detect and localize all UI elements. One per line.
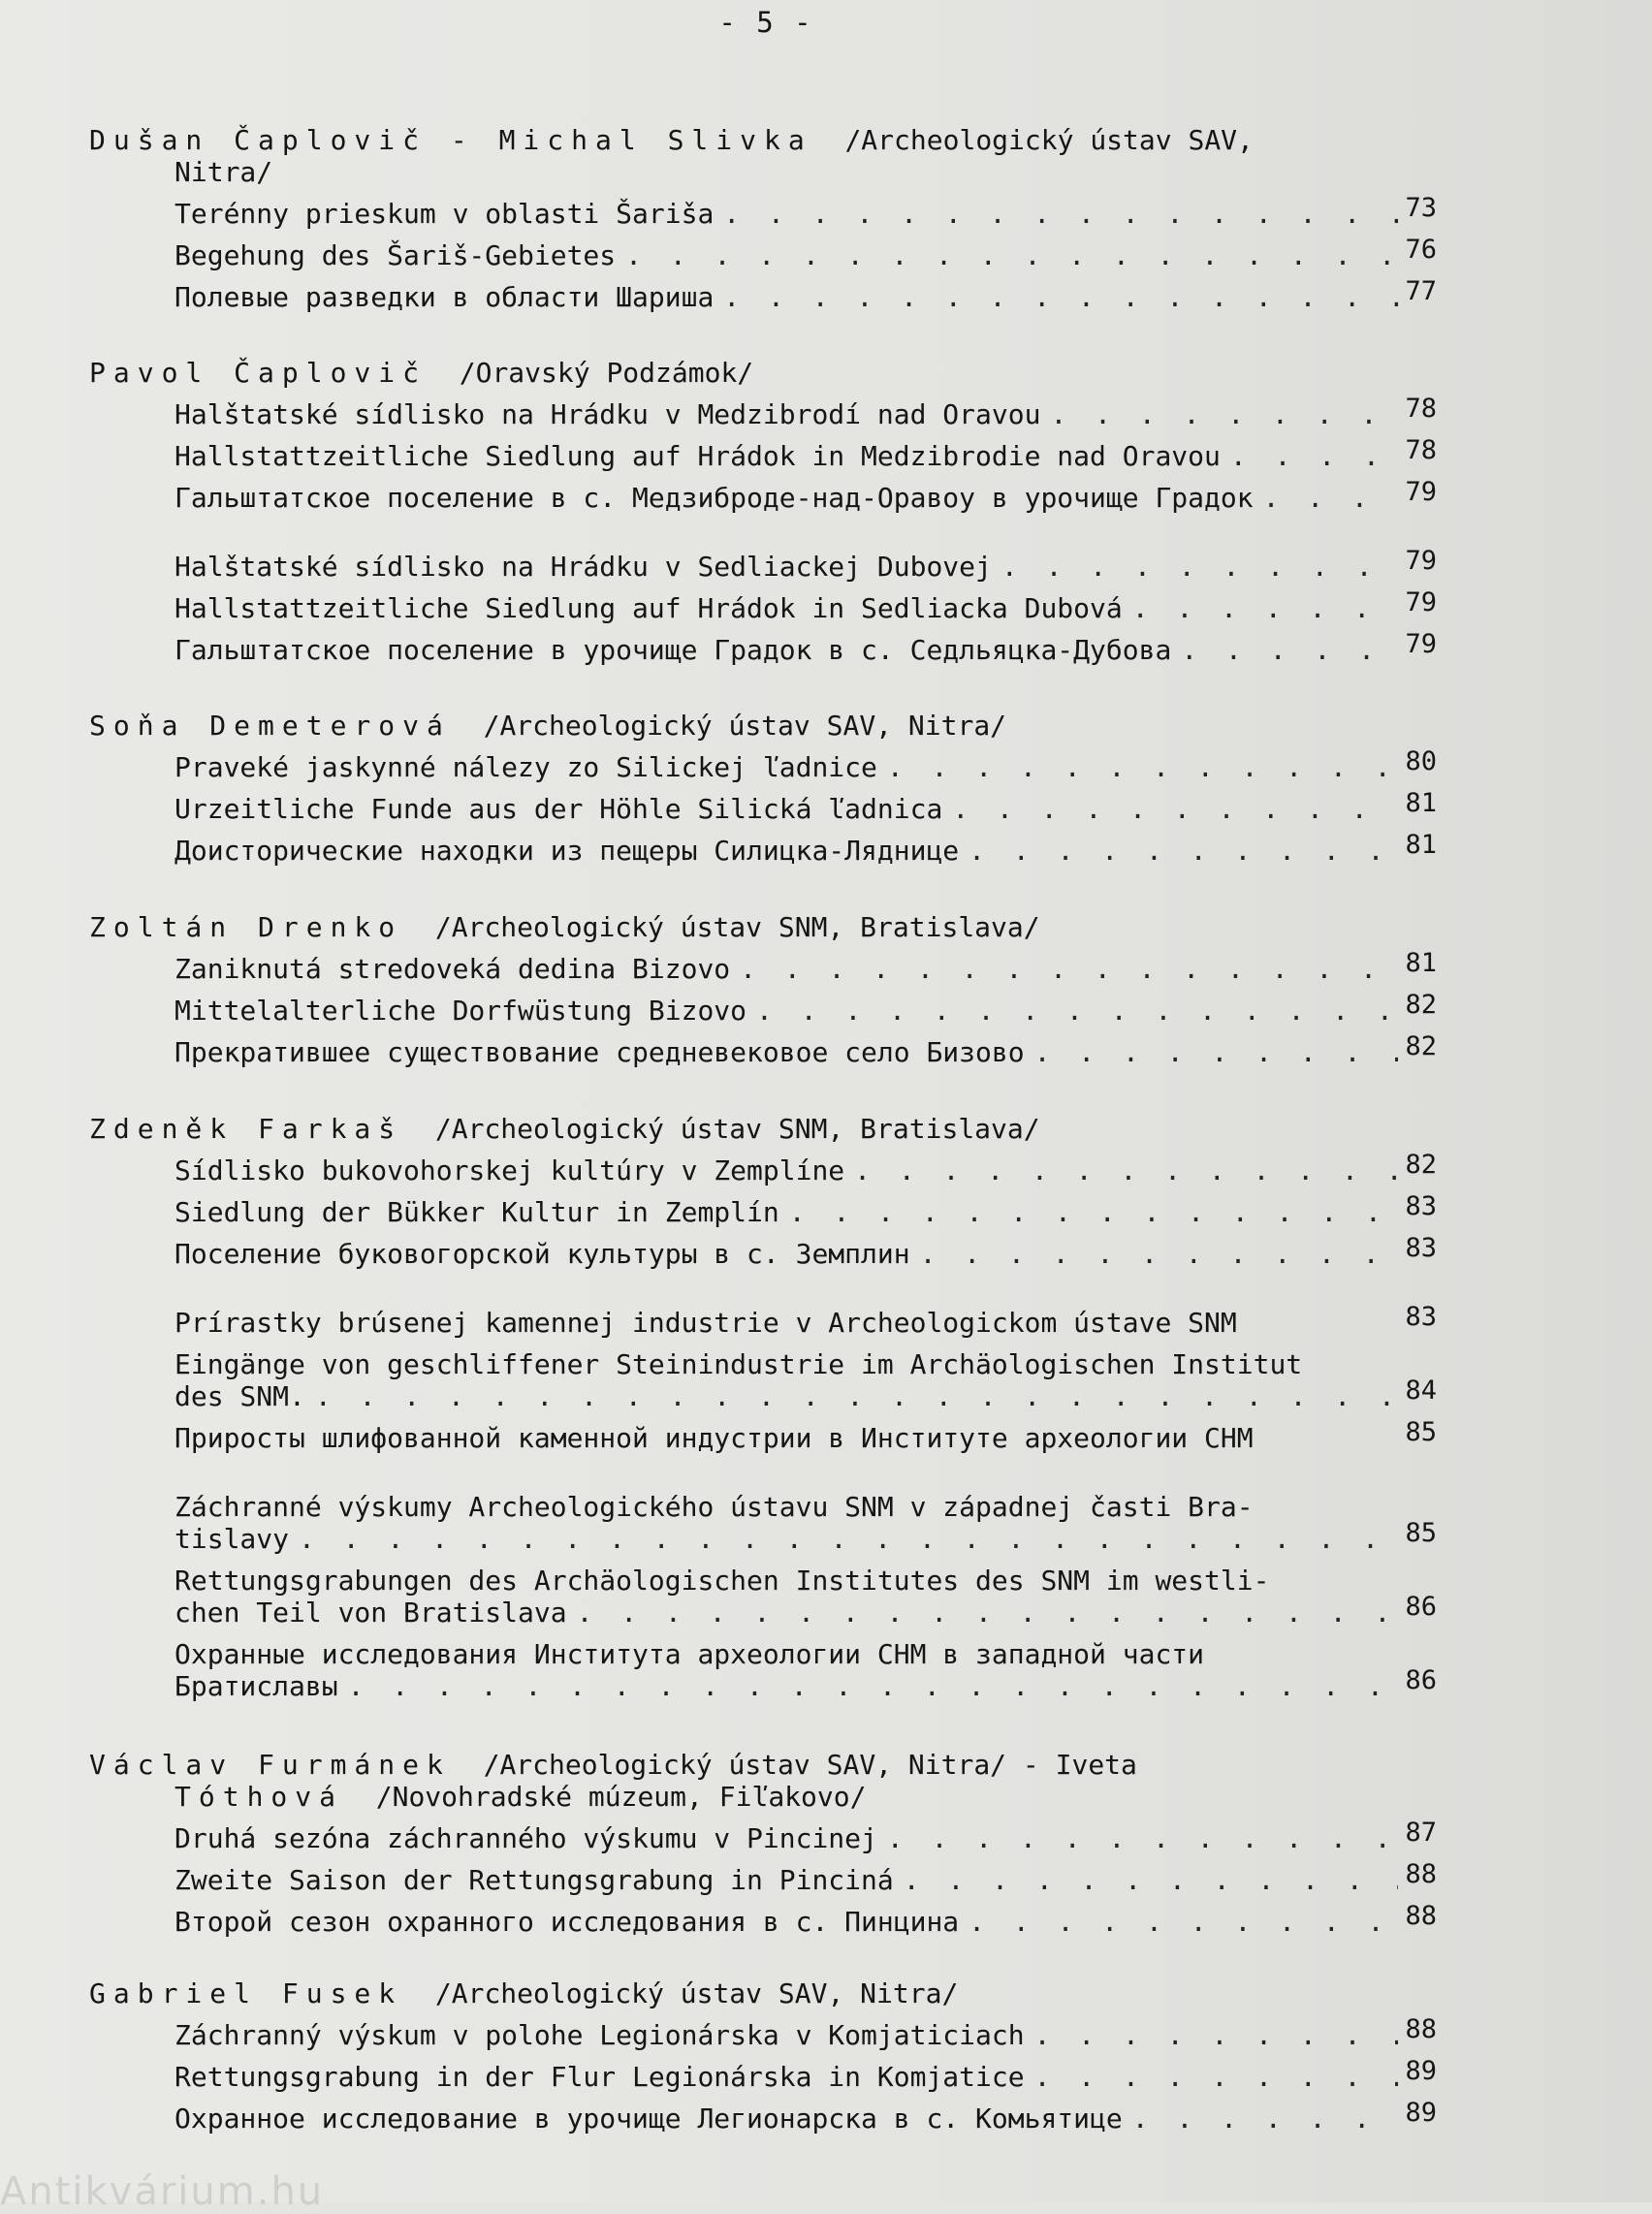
- entry-title: Urzeitliche Funde aus der Höhle Silická ľadnica: [175, 793, 943, 825]
- dot-leader: [1050, 398, 1398, 430]
- entry-page: 73: [1405, 193, 1437, 223]
- toc-entry[interactable]: [89, 1417, 1437, 1454]
- author-name: Zoltán Drenko: [89, 911, 403, 943]
- dot-leader: [887, 751, 1398, 783]
- author-affiliation-2: /Novohradské múzeum, Fiľakovo/: [375, 1781, 867, 1813]
- toc-entry[interactable]: [89, 1565, 1437, 1629]
- entry-page: 84: [1405, 1376, 1437, 1406]
- entry-page: 83: [1405, 1191, 1437, 1221]
- entry-title: Rettungsgrabungen des Archäologischen Institutes des SNM im westli-: [175, 1565, 1270, 1597]
- entry-title: Hallstattzeitliche Siedlung auf Hrádok in Medzibrodie nad Oravou: [175, 440, 1221, 472]
- toc-entry[interactable]: [89, 1638, 1437, 1702]
- toc-section: [89, 1113, 1437, 1702]
- author-name: Gabriel Fusek: [89, 1977, 403, 2009]
- toc-entry[interactable]: [89, 235, 1437, 271]
- author-affiliation: /Archeologický ústav SAV, Nitra/ - Iveta: [483, 1749, 1137, 1781]
- toc-entry[interactable]: [89, 1031, 1437, 1068]
- entry-title: Поселение буковогорской культуры в с. Земплин: [175, 1238, 910, 1270]
- author-affiliation: /Archeologický ústav SAV, Nitra/: [483, 710, 1007, 742]
- dot-leader: [315, 1380, 1398, 1412]
- entry-page: 82: [1405, 990, 1437, 1020]
- entry-title: Druhá sezóna záchranného výskumu v Pincinej: [175, 1822, 877, 1854]
- author-affiliation: /Archeologický ústav SNM, Bratislava/: [434, 911, 1040, 943]
- author-name: Václav Furmánek: [89, 1749, 451, 1781]
- entry-page: 77: [1405, 276, 1437, 306]
- toc-entry[interactable]: [89, 276, 1437, 313]
- toc-entry[interactable]: [89, 193, 1437, 230]
- entry-title: Охранное исследование в урочище Легионарска в с. Комьятице: [175, 2103, 1123, 2135]
- entry-page: 79: [1405, 546, 1437, 576]
- entry-page: 82: [1405, 1150, 1437, 1180]
- toc-entry[interactable]: [89, 1901, 1437, 1938]
- toc-entry[interactable]: [89, 546, 1437, 583]
- dot-leader: [348, 1670, 1398, 1702]
- dot-leader: [1001, 551, 1398, 583]
- entry-page: 88: [1405, 1901, 1437, 1931]
- entry-page: 81: [1405, 948, 1437, 978]
- entry-page: 89: [1405, 2098, 1437, 2128]
- dot-leader: [969, 835, 1398, 867]
- toc-section: [89, 357, 1437, 666]
- dot-leader: [625, 239, 1398, 271]
- toc-section: [89, 1749, 1437, 1938]
- toc-entry[interactable]: [89, 629, 1437, 666]
- entry-page: 79: [1405, 587, 1437, 617]
- page-number: - 5 -: [718, 6, 813, 39]
- dot-leader: [1034, 2019, 1398, 2051]
- entry-title: Охранные исследования Института археологии СНМ в западной части: [175, 1638, 1205, 1670]
- entry-page: 79: [1405, 629, 1437, 659]
- toc-entry[interactable]: [89, 587, 1437, 624]
- toc-entry[interactable]: [89, 477, 1437, 514]
- toc-entry[interactable]: [89, 1150, 1437, 1186]
- dot-leader: [887, 1822, 1398, 1854]
- dot-leader: [299, 1523, 1398, 1555]
- entry-page: 83: [1405, 1302, 1437, 1332]
- entry-title: Приросты шлифованной каменной индустрии в Институте археологии СНМ: [175, 1422, 1254, 1454]
- author-name: Zdeněk Farkaš: [89, 1113, 403, 1145]
- entry-title-cont: Братиславы: [175, 1670, 338, 1702]
- dot-leader: [952, 793, 1398, 825]
- toc-entry[interactable]: [89, 1859, 1437, 1896]
- dot-leader: [789, 1196, 1398, 1228]
- entry-title: Прекратившее существование средневековое село Бизово: [175, 1036, 1025, 1068]
- entry-title: Begehung des Šariš-Gebietes: [175, 239, 617, 271]
- author-line: [89, 1113, 1437, 1145]
- entry-title-cont: chen Teil von Bratislava: [175, 1597, 567, 1629]
- dot-leader: [920, 1238, 1398, 1270]
- toc-entry[interactable]: [89, 2056, 1437, 2093]
- entry-page: 83: [1405, 1233, 1437, 1263]
- toc-entry[interactable]: [89, 1191, 1437, 1228]
- entry-page: 80: [1405, 746, 1437, 776]
- toc-entry[interactable]: [89, 788, 1437, 825]
- entry-title: Halštatské sídlisko na Hrádku v Medzibrodí nad Oravou: [175, 398, 1041, 430]
- entry-page: 88: [1405, 1859, 1437, 1889]
- entry-page: 78: [1405, 394, 1437, 424]
- entry-title: Siedlung der Bükker Kultur in Zemplín: [175, 1196, 779, 1228]
- toc-entry[interactable]: [89, 746, 1437, 783]
- author-line: [89, 1977, 1437, 2009]
- entry-title: Eingänge von geschliffener Steinindustrie im Archäologischen Institut: [175, 1348, 1303, 1380]
- dot-leader: [1132, 592, 1398, 624]
- author-line-2: [89, 1781, 1437, 1813]
- dot-leader: [577, 1597, 1398, 1629]
- author-line: [89, 124, 1437, 156]
- entry-title: Второй сезон охранного исследования в с. Пинцина: [175, 1906, 960, 1938]
- author-line: [89, 1749, 1437, 1781]
- author-name: Soňa Demeterová: [89, 710, 451, 742]
- watermark: Antikvárium.hu: [0, 2169, 325, 2214]
- toc-entry[interactable]: [89, 1233, 1437, 1270]
- entry-page: 79: [1405, 477, 1437, 507]
- author-affiliation: /Archeologický ústav SAV, Nitra/: [434, 1977, 959, 2009]
- entry-title: Zaniknutá stredoveká dedina Bizovo: [175, 953, 731, 985]
- author-affiliation: /Archeologický ústav SNM, Bratislava/: [434, 1113, 1040, 1145]
- entry-page: 82: [1405, 1031, 1437, 1061]
- toc-entry[interactable]: [89, 1818, 1437, 1854]
- entry-page: 78: [1405, 435, 1437, 465]
- dot-leader: [1181, 634, 1398, 666]
- entry-title: Полевые разведки в области Шариша: [175, 281, 715, 313]
- dot-leader: [1034, 1036, 1398, 1068]
- entry-title: Rettungsgrabung in der Flur Legionárska in Komjatice: [175, 2061, 1025, 2093]
- toc-section: [89, 710, 1437, 867]
- author-name-2: Tóthová: [175, 1781, 344, 1813]
- entry-page: 76: [1405, 235, 1437, 265]
- dot-leader: [969, 1906, 1398, 1938]
- author-affiliation: /Oravský Podzámok/: [459, 357, 754, 389]
- author-line: [89, 710, 1437, 742]
- toc-section: [89, 124, 1437, 313]
- toc-entry[interactable]: [89, 1302, 1437, 1339]
- dot-leader: [740, 953, 1398, 985]
- toc-entry[interactable]: [89, 2014, 1437, 2051]
- entry-page: 85: [1405, 1518, 1437, 1548]
- author-name: Dušan Čaplovič - Michal Slivka: [89, 124, 812, 156]
- author-line: [89, 911, 1437, 943]
- dot-leader: [854, 1154, 1398, 1186]
- entry-title: Гальштатское поселение в с. Медзиброде-над-Оравоу в урочище Градок: [175, 482, 1254, 514]
- toc-entry[interactable]: [89, 990, 1437, 1027]
- dot-leader: [723, 198, 1398, 230]
- entry-page: 88: [1405, 2014, 1437, 2044]
- entry-title-cont: tislavy: [175, 1523, 290, 1555]
- entry-page: 86: [1405, 1665, 1437, 1695]
- entry-page: 89: [1405, 2056, 1437, 2086]
- entry-page: 85: [1405, 1417, 1437, 1447]
- dot-leader: [1034, 2061, 1398, 2093]
- toc-entry[interactable]: [89, 2098, 1437, 2135]
- toc-entry[interactable]: [89, 830, 1437, 867]
- entry-title-cont: des SNM.: [175, 1380, 305, 1412]
- dot-leader: [756, 995, 1398, 1027]
- entry-title: Záchranné výskumy Archeologického ústavu SNM v západnej časti Bra-: [175, 1491, 1254, 1523]
- entry-page: 81: [1405, 830, 1437, 860]
- dot-leader: [1263, 482, 1398, 514]
- author-line: [89, 357, 1437, 389]
- author-affiliation-cont: Nitra/: [175, 156, 273, 188]
- entry-title: Záchranný výskum v polohe Legionárska v Komjaticiach: [175, 2019, 1025, 2051]
- entry-title: Гальштатское поселение в урочище Градок в с. Седльяцка-Дубова: [175, 634, 1172, 666]
- entry-title: Prírastky brúsenej kamennej industrie v Archeologickom ústave SNM: [175, 1307, 1237, 1339]
- entry-title: Hallstattzeitliche Siedlung auf Hrádok in Sedliacka Dubová: [175, 592, 1123, 624]
- author-affiliation: /Archeologický ústav SAV,: [844, 124, 1254, 156]
- dot-leader: [904, 1864, 1398, 1896]
- toc-entry[interactable]: [89, 435, 1437, 472]
- dot-leader: [723, 281, 1398, 313]
- dot-leader: [1230, 440, 1398, 472]
- toc-entry[interactable]: [89, 1491, 1437, 1555]
- toc-entry[interactable]: [89, 948, 1437, 985]
- dot-leader: [1132, 2103, 1398, 2135]
- entry-title: Доисторические находки из пещеры Силицка-Ляднице: [175, 835, 960, 867]
- toc-entry[interactable]: [89, 394, 1437, 430]
- entry-page: 87: [1405, 1818, 1437, 1848]
- entry-title: Zweite Saison der Rettungsgrabung in Pinciná: [175, 1864, 894, 1896]
- toc-entry[interactable]: [89, 1348, 1437, 1412]
- entry-title: Sídlisko bukovohorskej kultúry v Zemplíne: [175, 1154, 845, 1186]
- toc-section: [89, 1977, 1437, 2135]
- entry-page: 86: [1405, 1592, 1437, 1622]
- entry-title: Mittelalterliche Dorfwüstung Bizovo: [175, 995, 747, 1027]
- entry-page: 81: [1405, 788, 1437, 818]
- toc-section: [89, 911, 1437, 1068]
- entry-title: Halštatské sídlisko na Hrádku v Sedliackej Dubovej: [175, 551, 992, 583]
- entry-title: Terénny prieskum v oblasti Šariša: [175, 198, 715, 230]
- entry-title: Praveké jaskynné nálezy zo Silickej ľadnice: [175, 751, 877, 783]
- author-name: Pavol Čaplovič: [89, 357, 428, 389]
